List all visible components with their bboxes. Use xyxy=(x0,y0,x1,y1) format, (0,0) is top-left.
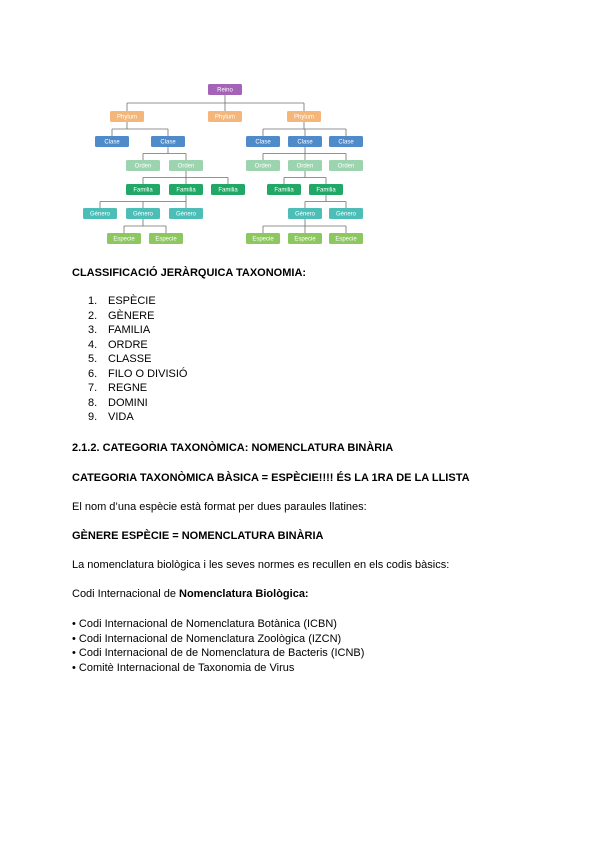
tree-node-familia xyxy=(211,184,245,195)
tree-node-label: Familia xyxy=(133,187,153,194)
tree-node-orden xyxy=(126,160,160,171)
tree-node-especie xyxy=(288,233,322,244)
tree-nodes xyxy=(83,84,363,244)
tree-node-orden xyxy=(246,160,280,171)
list-item: 1. ESPÈCIE xyxy=(88,295,156,307)
tree-node-label: Especie xyxy=(155,236,177,243)
tree-node-label: Género xyxy=(294,211,316,218)
tree-node-label: Orden xyxy=(177,163,195,170)
tree-node-label: Orden xyxy=(254,163,272,170)
tree-node-label: Género xyxy=(335,211,357,218)
tree-node-clase xyxy=(329,136,363,147)
tree-node-label: Clase xyxy=(255,139,271,146)
tree-node-label: Orden xyxy=(134,163,152,170)
tree-node-label: Familia xyxy=(316,187,336,194)
tree-node-label: Especie xyxy=(113,236,135,243)
tree-node-label: Género xyxy=(89,211,111,218)
list-item: 6. FILO O DIVISIÓ xyxy=(88,367,188,380)
rank-list xyxy=(88,294,187,425)
tree-node-phylum xyxy=(287,111,321,122)
tree-node-genero xyxy=(126,208,160,219)
tree-node-label: Género xyxy=(132,211,154,218)
list-item: 5. CLASSE xyxy=(88,353,152,365)
tree-node-label: Clase xyxy=(338,139,354,146)
tree-node-genero xyxy=(169,208,203,219)
list-item: 2. GÈNERE xyxy=(88,309,155,322)
tree-node-label: Phylum xyxy=(293,114,315,121)
tree-node-clase xyxy=(246,136,280,147)
tree-node-orden xyxy=(288,160,322,171)
tree-node-label: Género xyxy=(175,211,197,218)
tree-node-label: Reino xyxy=(217,87,233,94)
tree-node-label: Especie xyxy=(294,236,316,243)
tree-node-genero xyxy=(329,208,363,219)
categoria-basica: CATEGORIA TAXONÒMICA BÀSICA = ESPÈCIE!!!! ÉS LA 1RA DE LA LLISTA xyxy=(72,472,470,484)
list-item: 9. VIDA xyxy=(88,411,134,423)
tree-node-familia xyxy=(126,184,160,195)
tree-node-familia xyxy=(169,184,203,195)
codi-internacional-line: Codi Internacional de Nomenclatura Biològica: xyxy=(72,588,309,600)
list-item: • Codi Internacional de de Nomenclatura de Bacteris (ICNB) xyxy=(72,647,365,659)
list-item: 7. REGNE xyxy=(88,382,148,394)
tree-node-genero xyxy=(288,208,322,219)
tree-node-label: Orden xyxy=(337,163,355,170)
tree-node-clase xyxy=(288,136,322,147)
tree-node-especie xyxy=(107,233,141,244)
tree-node-label: Phylum xyxy=(214,114,236,121)
genere-especie-heading: GÈNERE ESPÈCIE = NOMENCLATURA BINÀRIA xyxy=(72,530,324,542)
list-item: 3. FAMILIA xyxy=(88,324,151,336)
tree-node-label: Familia xyxy=(176,187,196,194)
section-title: 2.1.2. CATEGORIA TAXONÒMICA: NOMENCLATURA BINÀRIA xyxy=(72,442,394,454)
list-item: 8. DOMINI xyxy=(88,396,148,409)
tree-node-orden xyxy=(329,160,363,171)
tree-node-familia xyxy=(267,184,301,195)
tree-node-label: Clase xyxy=(104,139,120,146)
tree-node-genero xyxy=(83,208,117,219)
tree-node-label: Especie xyxy=(252,236,274,243)
tree-node-label: Clase xyxy=(160,139,176,146)
list-item: • Comitè Internacional de Taxonomia de Virus xyxy=(72,661,295,674)
list-item: • Codi Internacional de Nomenclatura Botànica (ICBN) xyxy=(72,618,337,630)
taxonomy-tree-diagram xyxy=(72,78,372,253)
tree-node-familia xyxy=(309,184,343,195)
tree-node-reino xyxy=(208,84,242,95)
tree-node-label: Clase xyxy=(297,139,313,146)
list-item: 4. ORDRE xyxy=(88,338,148,351)
tree-node-especie xyxy=(246,233,280,244)
tree-node-label: Especie xyxy=(335,236,357,243)
paragraph-nom-especie: El nom d’una espècie està format per dues paraules llatines: xyxy=(72,501,367,513)
tree-node-especie xyxy=(329,233,363,244)
heading-classificacio: CLASSIFICACIÓ JERÀRQUICA TAXONOMIA: xyxy=(72,267,307,279)
tree-node-clase xyxy=(151,136,185,147)
tree-node-label: Familia xyxy=(218,187,238,194)
tree-node-label: Orden xyxy=(296,163,314,170)
tree-node-phylum xyxy=(208,111,242,122)
tree-node-especie xyxy=(149,233,183,244)
tree-node-orden xyxy=(169,160,203,171)
codis-list xyxy=(72,617,364,675)
tree-node-label: Familia xyxy=(274,187,294,194)
paragraph-nomenclatura: La nomenclatura biològica i les seves normes es recullen en els codis bàsics: xyxy=(72,559,450,571)
tree-node-phylum xyxy=(110,111,144,122)
list-item: • Codi Internacional de Nomenclatura Zoològica (IZCN) xyxy=(72,632,342,645)
tree-node-clase xyxy=(95,136,129,147)
tree-node-label: Phylum xyxy=(116,114,138,121)
